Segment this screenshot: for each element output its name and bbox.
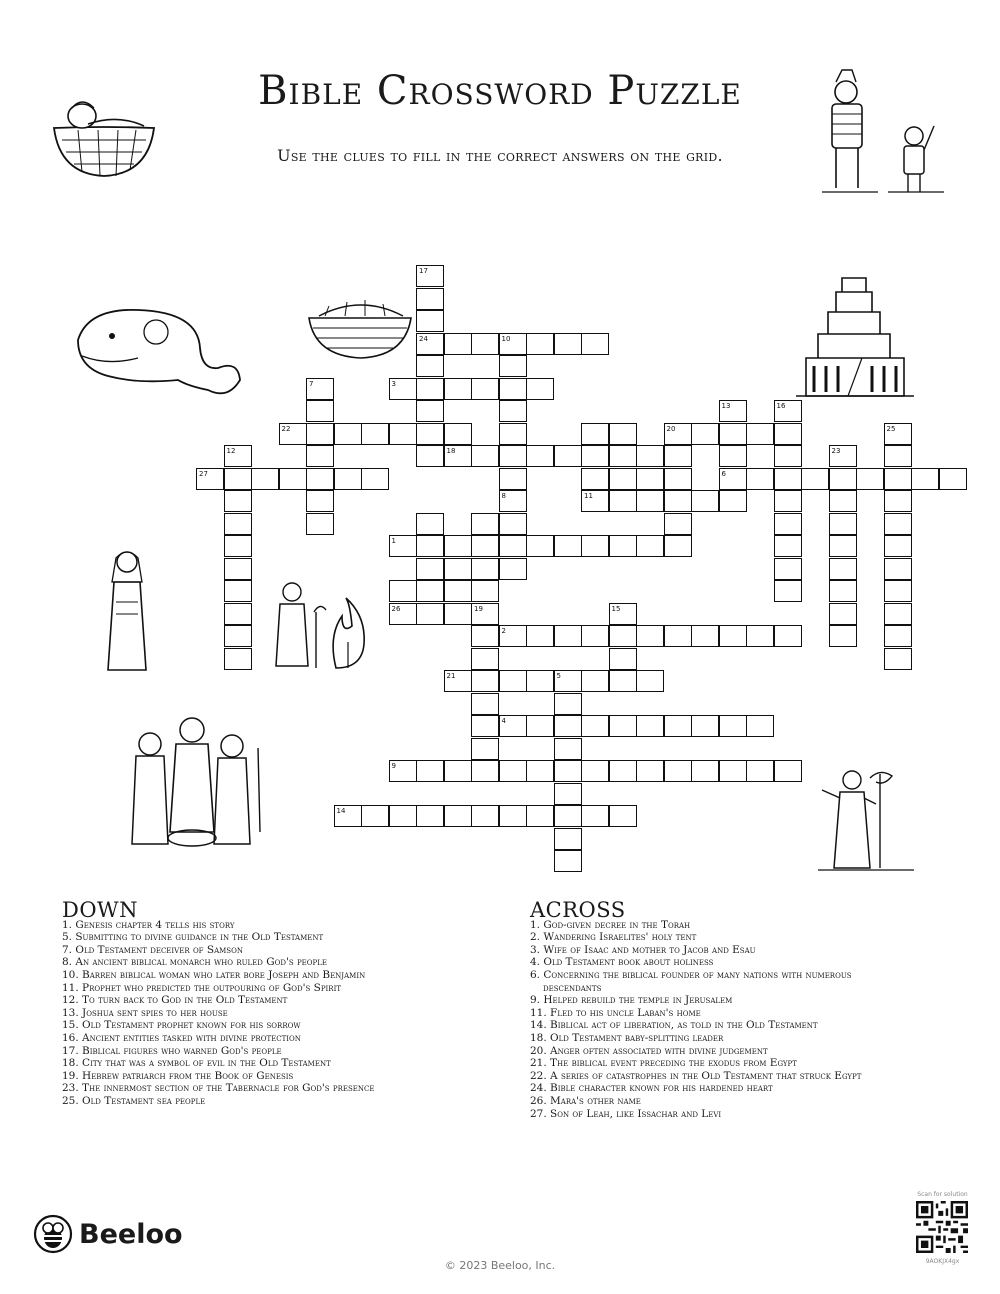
grid-cell[interactable] xyxy=(444,378,472,400)
grid-cell[interactable] xyxy=(884,513,912,535)
grid-cell[interactable] xyxy=(746,715,774,737)
clue-number: 3 xyxy=(391,379,396,388)
across-clue: 18. Old Testament baby-splitting leader xyxy=(530,1031,724,1044)
down-clue: 19. Hebrew patriarch from the Book of Genesis xyxy=(62,1069,294,1082)
grid-cell[interactable] xyxy=(361,423,389,445)
grid-cell[interactable] xyxy=(609,805,637,827)
across-clue: 4. Old Testament book about holiness xyxy=(530,956,714,969)
grid-cell[interactable] xyxy=(389,423,417,445)
grid-cell[interactable] xyxy=(526,805,554,827)
beeloo-logo xyxy=(33,1214,183,1254)
across-clue: 27. Son of Leah, like Issachar and Levi xyxy=(530,1107,722,1120)
grid-cell[interactable] xyxy=(746,760,774,782)
grid-cell[interactable] xyxy=(581,760,609,782)
grid-cell[interactable] xyxy=(884,490,912,512)
grid-cell[interactable] xyxy=(719,445,747,467)
clue-number: 23 xyxy=(831,447,841,455)
down-clue-list xyxy=(62,919,412,1108)
grid-cell[interactable] xyxy=(306,490,334,512)
grid-cell[interactable] xyxy=(664,760,692,782)
grid-cell[interactable] xyxy=(581,715,609,737)
across-clue: 11. Fled to his uncle Laban's home xyxy=(530,1006,701,1019)
grid-cell[interactable] xyxy=(554,625,582,647)
clue-number: 21 xyxy=(446,672,456,680)
grid-cell[interactable] xyxy=(664,715,692,737)
grid-cell[interactable] xyxy=(526,625,554,647)
grid-cell[interactable] xyxy=(884,648,912,670)
grid-cell[interactable] xyxy=(609,535,637,557)
grid-cell[interactable] xyxy=(444,333,472,355)
down-heading: DOWN xyxy=(62,898,139,922)
grid-cell[interactable] xyxy=(416,535,444,557)
grid-cell[interactable] xyxy=(636,625,664,647)
grid-cell[interactable] xyxy=(416,355,444,377)
grid-cell[interactable] xyxy=(471,445,499,467)
grid-cell[interactable] xyxy=(554,783,582,805)
down-clues xyxy=(62,898,412,1108)
grid-cell[interactable] xyxy=(526,535,554,557)
across-heading: ACROSS xyxy=(530,898,626,922)
grid-cell[interactable] xyxy=(471,760,499,782)
grid-cell[interactable] xyxy=(774,468,802,490)
grid-cell[interactable] xyxy=(526,378,554,400)
grid-cell[interactable] xyxy=(609,445,637,467)
grid-cell[interactable] xyxy=(554,715,582,737)
grid-cell[interactable] xyxy=(801,468,829,490)
grid-cell[interactable] xyxy=(499,535,527,557)
grid-cell[interactable] xyxy=(416,580,444,602)
grid-cell[interactable] xyxy=(829,558,857,580)
grid-cell[interactable] xyxy=(829,468,857,490)
grid-cell[interactable] xyxy=(581,670,609,692)
grid-cell[interactable] xyxy=(224,468,252,490)
clue-number: 17 xyxy=(419,267,428,275)
grid-cell[interactable] xyxy=(581,625,609,647)
grid-cell[interactable] xyxy=(829,580,857,602)
grid-cell[interactable] xyxy=(884,603,912,625)
qr-code[interactable] xyxy=(916,1201,968,1253)
grid-cell[interactable] xyxy=(526,715,554,737)
grid-cell[interactable] xyxy=(471,558,499,580)
clue-number: 20 xyxy=(666,424,676,433)
grid-cell[interactable] xyxy=(554,805,582,827)
grid-cell[interactable] xyxy=(774,625,802,647)
grid-cell[interactable] xyxy=(389,805,417,827)
grid-cell[interactable] xyxy=(499,805,527,827)
grid-cell[interactable] xyxy=(691,625,719,647)
grid-cell[interactable] xyxy=(499,400,527,422)
clue-number: 10 xyxy=(501,334,511,343)
grid-cell[interactable] xyxy=(444,603,472,625)
grid-cell[interactable] xyxy=(444,535,472,557)
grid-cell[interactable] xyxy=(554,850,582,872)
page-title: Bible Crossword Puzzle xyxy=(258,68,742,114)
grid-cell[interactable] xyxy=(636,760,664,782)
across-clue: 14. Biblical act of liberation, as told in the Old Testament xyxy=(530,1019,818,1032)
grid-cell[interactable] xyxy=(416,378,444,400)
grid-cell[interactable] xyxy=(774,513,802,535)
grid-cell[interactable] xyxy=(554,693,582,715)
grid-cell[interactable] xyxy=(471,670,499,692)
grid-cell[interactable] xyxy=(306,400,334,422)
grid-cell[interactable] xyxy=(829,490,857,512)
grid-cell[interactable] xyxy=(499,670,527,692)
grid-cell[interactable] xyxy=(829,513,857,535)
grid-cell[interactable] xyxy=(224,535,252,557)
grid-cell[interactable] xyxy=(361,805,389,827)
down-clue: 16. Ancient entities tasked with divine protection xyxy=(62,1031,301,1044)
grid-cell[interactable] xyxy=(389,580,417,602)
clue-number: 14 xyxy=(336,807,346,815)
grid-cell[interactable] xyxy=(939,468,967,490)
grid-cell[interactable] xyxy=(856,468,884,490)
grid-cell[interactable] xyxy=(746,468,774,490)
down-clue: 8. An ancient biblical monarch who ruled God's people xyxy=(62,956,328,969)
grid-cell[interactable] xyxy=(609,715,637,737)
grid-cell[interactable] xyxy=(719,423,747,445)
clue-number: 19 xyxy=(474,604,483,613)
grid-cell[interactable] xyxy=(224,490,252,512)
grid-cell[interactable] xyxy=(444,760,472,782)
clue-number: 4 xyxy=(501,717,506,725)
grid-cell[interactable] xyxy=(416,558,444,580)
grid-cell[interactable] xyxy=(499,468,527,490)
across-clue-list xyxy=(530,919,880,1121)
grid-cell[interactable] xyxy=(664,513,692,535)
grid-cell[interactable] xyxy=(554,445,582,467)
clue-number: 5 xyxy=(556,672,561,680)
grid-cell[interactable] xyxy=(581,445,609,467)
grid-cell[interactable] xyxy=(829,603,857,625)
grid-cell[interactable] xyxy=(499,445,527,467)
grid-cell[interactable] xyxy=(774,558,802,580)
grid-cell[interactable] xyxy=(581,535,609,557)
grid-cell[interactable] xyxy=(691,760,719,782)
grid-cell[interactable] xyxy=(664,535,692,557)
down-clue: 5. Submitting to divine guidance in the Old Testament xyxy=(62,931,324,944)
grid-cell[interactable] xyxy=(664,468,692,490)
grid-cell[interactable] xyxy=(499,760,527,782)
down-clue: 23. The innermost section of the Tabernacle for God's presence xyxy=(62,1082,375,1095)
grid-cell[interactable] xyxy=(361,468,389,490)
clue-number: 1 xyxy=(391,537,396,545)
across-clue: 20. Anger often associated with divine judgement xyxy=(530,1044,768,1057)
down-clue: 15. Old Testament prophet known for his sorrow xyxy=(62,1019,301,1032)
page-subtitle: Use the clues to fill in the correct answers on the grid. xyxy=(277,146,723,165)
grid-cell[interactable] xyxy=(224,603,252,625)
grid-cell[interactable] xyxy=(471,625,499,647)
across-clue: 3. Wife of Isaac and mother to Jacob and Esau xyxy=(530,943,756,956)
grid-cell[interactable] xyxy=(609,625,637,647)
clue-number: 13 xyxy=(721,402,731,410)
clue-number: 26 xyxy=(391,604,401,613)
grid-cell[interactable] xyxy=(306,445,334,467)
grid-cell[interactable] xyxy=(719,760,747,782)
grid-cell[interactable] xyxy=(581,333,609,355)
grid-cell[interactable] xyxy=(609,670,637,692)
grid-cell[interactable] xyxy=(224,648,252,670)
grid-cell[interactable] xyxy=(636,715,664,737)
grid-cell[interactable] xyxy=(499,558,527,580)
grid-cell[interactable] xyxy=(471,648,499,670)
grid-cell[interactable] xyxy=(526,445,554,467)
grid-cell[interactable] xyxy=(636,468,664,490)
grid-cell[interactable] xyxy=(884,580,912,602)
grid-cell[interactable] xyxy=(581,805,609,827)
grid-cell[interactable] xyxy=(609,760,637,782)
down-clue: 25. Old Testament sea people xyxy=(62,1094,206,1107)
grid-cell[interactable] xyxy=(691,715,719,737)
copyright: © 2023 Beeloo, Inc. xyxy=(444,1259,556,1272)
grid-cell[interactable] xyxy=(471,378,499,400)
clue-number: 11 xyxy=(584,492,593,500)
grid-cell[interactable] xyxy=(471,535,499,557)
grid-cell[interactable] xyxy=(279,468,307,490)
grid-cell[interactable] xyxy=(306,423,334,445)
grid-cell[interactable] xyxy=(526,760,554,782)
clue-number: 9 xyxy=(391,762,396,770)
grid-cell[interactable] xyxy=(444,558,472,580)
grid-cell[interactable] xyxy=(471,693,499,715)
grid-cell[interactable] xyxy=(416,445,444,467)
grid-cell[interactable] xyxy=(609,423,637,445)
grid-cell[interactable] xyxy=(499,513,527,535)
grid-cell[interactable] xyxy=(554,828,582,850)
grid-cell[interactable] xyxy=(636,445,664,467)
grid-cell[interactable] xyxy=(471,513,499,535)
across-clue: 24. Bible character known for his hardened heart xyxy=(530,1082,773,1095)
grid-cell[interactable] xyxy=(334,468,362,490)
grid-cell[interactable] xyxy=(636,670,664,692)
across-clues xyxy=(530,898,880,1120)
clue-number: 12 xyxy=(226,447,236,455)
grid-cell[interactable] xyxy=(774,760,802,782)
grid-cell[interactable] xyxy=(554,738,582,760)
qr-caption: Scan for solution xyxy=(917,1191,968,1198)
grid-cell[interactable] xyxy=(416,310,444,332)
grid-cell[interactable] xyxy=(664,445,692,467)
clue-number: 16 xyxy=(776,402,786,410)
grid-cell[interactable] xyxy=(526,670,554,692)
grid-cell[interactable] xyxy=(224,625,252,647)
grid-cell[interactable] xyxy=(554,333,582,355)
grid-cell[interactable] xyxy=(884,535,912,557)
grid-cell[interactable] xyxy=(416,760,444,782)
bee-icon xyxy=(33,1214,73,1254)
grid-cell[interactable] xyxy=(499,378,527,400)
clue-number: 15 xyxy=(611,604,621,613)
down-clue: 1. Genesis chapter 4 tells his story xyxy=(62,918,235,931)
grid-cell[interactable] xyxy=(471,805,499,827)
grid-cell[interactable] xyxy=(224,580,252,602)
grid-cell[interactable] xyxy=(636,490,664,512)
clue-number: 6 xyxy=(721,469,726,478)
grid-cell[interactable] xyxy=(609,490,637,512)
grid-cell[interactable] xyxy=(444,805,472,827)
grid-cell[interactable] xyxy=(224,513,252,535)
across-clue: 22. A series of catastrophes in the Old Testament that struck Egypt xyxy=(530,1069,862,1082)
grid-cell[interactable] xyxy=(251,468,279,490)
across-clue: 6. Concerning the biblical founder of many nations with numerous descendants xyxy=(530,968,852,994)
clue-number: 7 xyxy=(309,379,314,388)
grid-cell[interactable] xyxy=(774,490,802,512)
grid-cell[interactable] xyxy=(774,535,802,557)
grid-cell[interactable] xyxy=(884,625,912,647)
grid-cell[interactable] xyxy=(444,580,472,602)
grid-cell[interactable] xyxy=(416,513,444,535)
qr-code-id: 9AOKJX4gx xyxy=(925,1258,960,1265)
down-clue: 13. Joshua sent spies to her house xyxy=(62,1006,228,1019)
grid-cell[interactable] xyxy=(554,760,582,782)
grid-cell[interactable] xyxy=(499,355,527,377)
clue-number: 8 xyxy=(501,492,506,500)
grid-cell[interactable] xyxy=(884,468,912,490)
clue-number: 25 xyxy=(886,424,896,433)
grid-cell[interactable] xyxy=(416,288,444,310)
grid-cell[interactable] xyxy=(471,580,499,602)
grid-cell[interactable] xyxy=(471,715,499,737)
grid-cell[interactable] xyxy=(719,490,747,512)
down-clue: 10. Barren biblical woman who later bore Joseph and Benjamin xyxy=(62,968,366,981)
grid-cell[interactable] xyxy=(774,445,802,467)
clue-number: 18 xyxy=(446,447,456,455)
grid-cell[interactable] xyxy=(664,625,692,647)
grid-cell[interactable] xyxy=(306,513,334,535)
across-clue: 26. Mara's other name xyxy=(530,1094,641,1107)
down-clue: 11. Prophet who predicted the outpouring of God's Spirit xyxy=(62,981,342,994)
clue-number: 2 xyxy=(501,627,506,635)
grid-cell[interactable] xyxy=(416,400,444,422)
down-clue: 18. City that was a symbol of evil in the Old Testament xyxy=(62,1057,331,1070)
grid-cell[interactable] xyxy=(416,423,444,445)
across-clue: 9. Helped rebuild the temple in Jerusalem xyxy=(530,994,733,1007)
down-clue: 12. To turn back to God in the Old Testament xyxy=(62,994,288,1007)
across-clue: 1. God-given decree in the Torah xyxy=(530,918,691,931)
grid-cell[interactable] xyxy=(691,490,719,512)
clue-number: 27 xyxy=(199,469,208,478)
down-clue: 7. Old Testament deceiver of Samson xyxy=(62,943,243,956)
grid-cell[interactable] xyxy=(416,805,444,827)
grid-cell[interactable] xyxy=(471,738,499,760)
across-clue: 2. Wandering Israelites' holy tent xyxy=(530,931,697,944)
clue-number: 24 xyxy=(419,334,428,343)
grid-cell[interactable] xyxy=(334,423,362,445)
grid-cell[interactable] xyxy=(416,603,444,625)
grid-cell[interactable] xyxy=(581,468,609,490)
grid-cell[interactable] xyxy=(829,625,857,647)
grid-cell[interactable] xyxy=(719,625,747,647)
brand-name: Beeloo xyxy=(79,1218,183,1250)
grid-cell[interactable] xyxy=(526,333,554,355)
grid-cell[interactable] xyxy=(719,715,747,737)
grid-cell[interactable] xyxy=(884,445,912,467)
grid-cell[interactable] xyxy=(911,468,939,490)
down-clue: 17. Biblical figures who warned God's people xyxy=(62,1044,282,1057)
grid-cell[interactable] xyxy=(664,490,692,512)
grid-cell[interactable] xyxy=(774,423,802,445)
grid-cell[interactable] xyxy=(774,580,802,602)
grid-cell[interactable] xyxy=(746,625,774,647)
grid-cell[interactable] xyxy=(499,423,527,445)
grid-cell[interactable] xyxy=(636,535,664,557)
grid-cell[interactable] xyxy=(444,423,472,445)
grid-cell[interactable] xyxy=(609,648,637,670)
grid-cell[interactable] xyxy=(746,423,774,445)
grid-cell[interactable] xyxy=(554,535,582,557)
grid-cell[interactable] xyxy=(609,468,637,490)
grid-cell[interactable] xyxy=(581,423,609,445)
grid-cell[interactable] xyxy=(224,558,252,580)
grid-cell[interactable] xyxy=(829,535,857,557)
grid-cell[interactable] xyxy=(884,558,912,580)
clue-number: 22 xyxy=(281,424,291,433)
grid-cell[interactable] xyxy=(471,333,499,355)
across-clue: 21. The biblical event preceding the exodus from Egypt xyxy=(530,1057,797,1070)
grid-cell[interactable] xyxy=(306,468,334,490)
grid-cell[interactable] xyxy=(691,423,719,445)
